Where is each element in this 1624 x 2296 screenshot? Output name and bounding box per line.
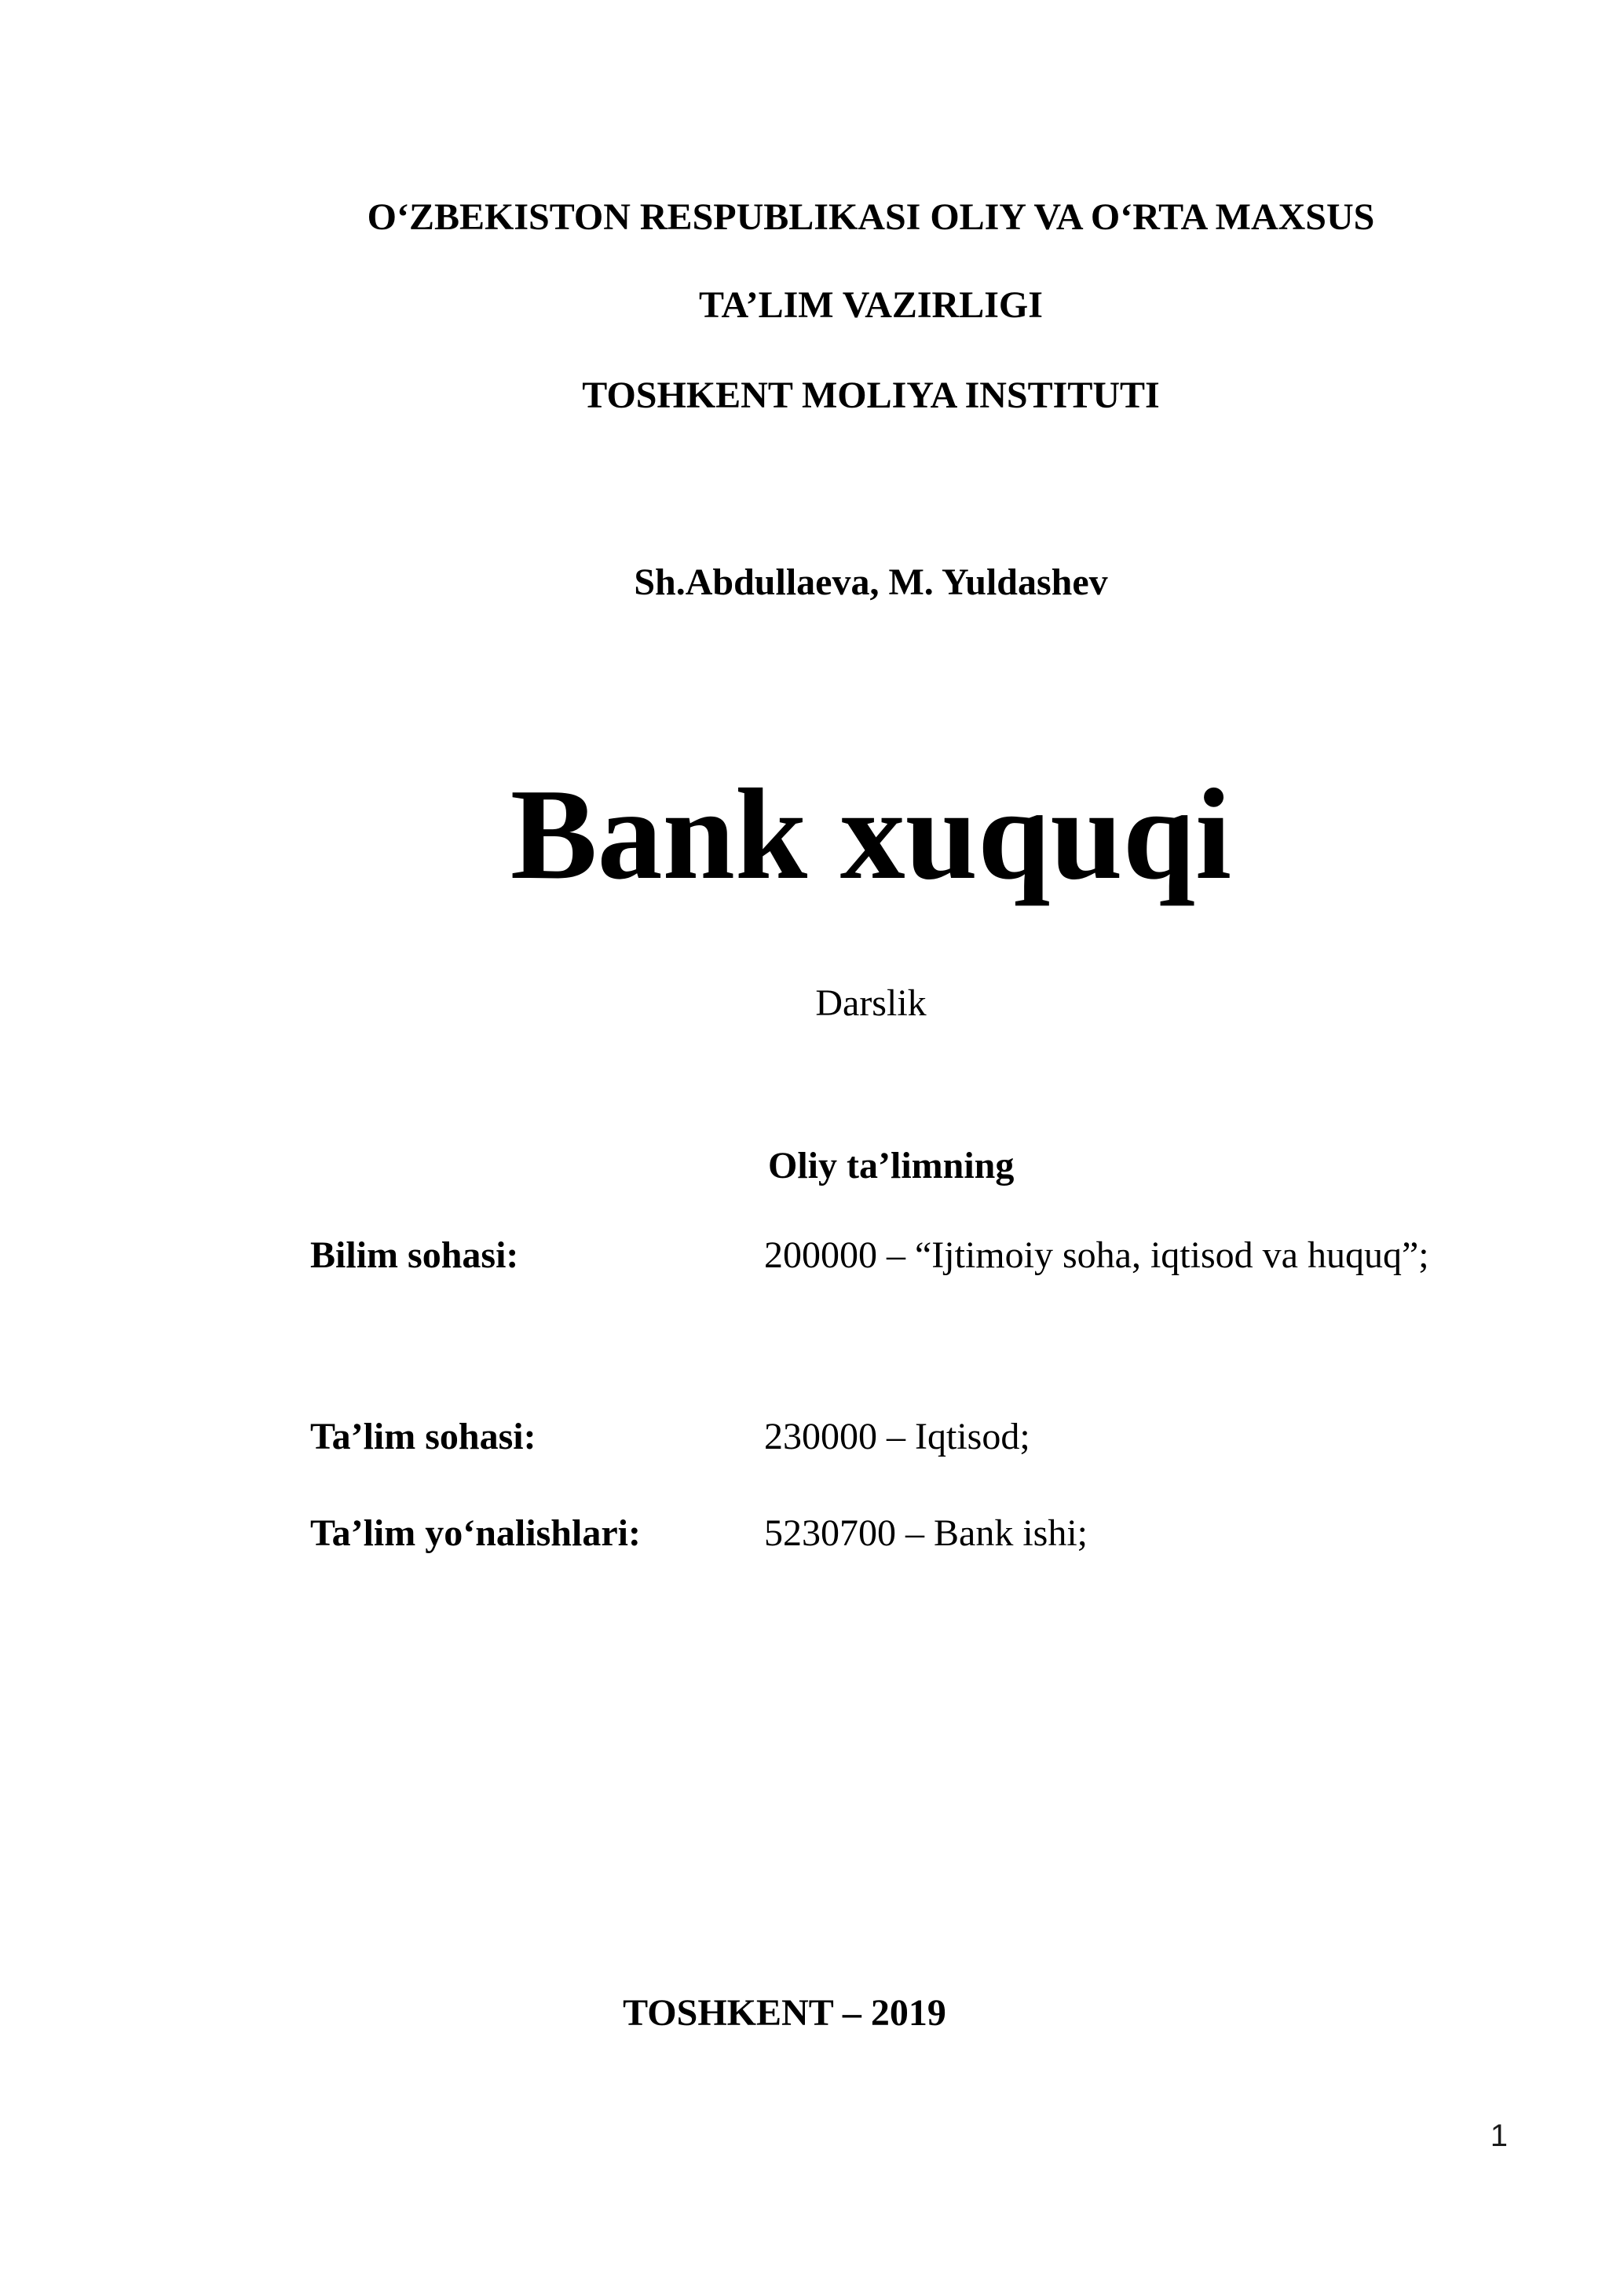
authors-line: Sh.Abdullaeva, M. Yuldashev (634, 561, 1108, 603)
field-value-talim-sohasi: 230000 – Iqtisod; (764, 1416, 1030, 1457)
page-number: 1 (1490, 2119, 1508, 2153)
imprint-line: TOSHKENT – 2019 (623, 1992, 946, 2034)
field-row-talim-sohasi (0, 1418, 1624, 1465)
field-row-talim-yonalishlari (0, 1512, 1624, 1562)
qualifier-heading: Oliy ta’limning (768, 1145, 1015, 1186)
field-row-bilim-sohasi (0, 1234, 1624, 1284)
field-label-talim-sohasi: Ta’lim sohasi: (310, 1416, 536, 1457)
field-value-bilim-sohasi: 200000 – “Ijtimoiy soha, iqtisod va huquq”; (764, 1234, 1429, 1276)
subtitle-darslik: Darslik (815, 982, 927, 1024)
header-line-ministry-2: TA’LIM VAZIRLIGI (699, 284, 1043, 326)
header-line-institute: TOSHKENT MOLIYA INSTITUTI (582, 375, 1160, 416)
book-title: Bank xuquqi (510, 762, 1232, 906)
field-value-talim-yonalishlari: 5230700 – Bank ishi; (764, 1512, 1088, 1554)
header-line-ministry-1: O‘ZBEKISTON RESPUBLIKASI OLIY VA O‘RTA MAXSUS (367, 196, 1375, 238)
field-label-talim-yonalishlari: Ta’lim yo‘nalishlari: (310, 1512, 641, 1554)
field-label-bilim-sohasi: Bilim sohasi: (310, 1234, 519, 1276)
